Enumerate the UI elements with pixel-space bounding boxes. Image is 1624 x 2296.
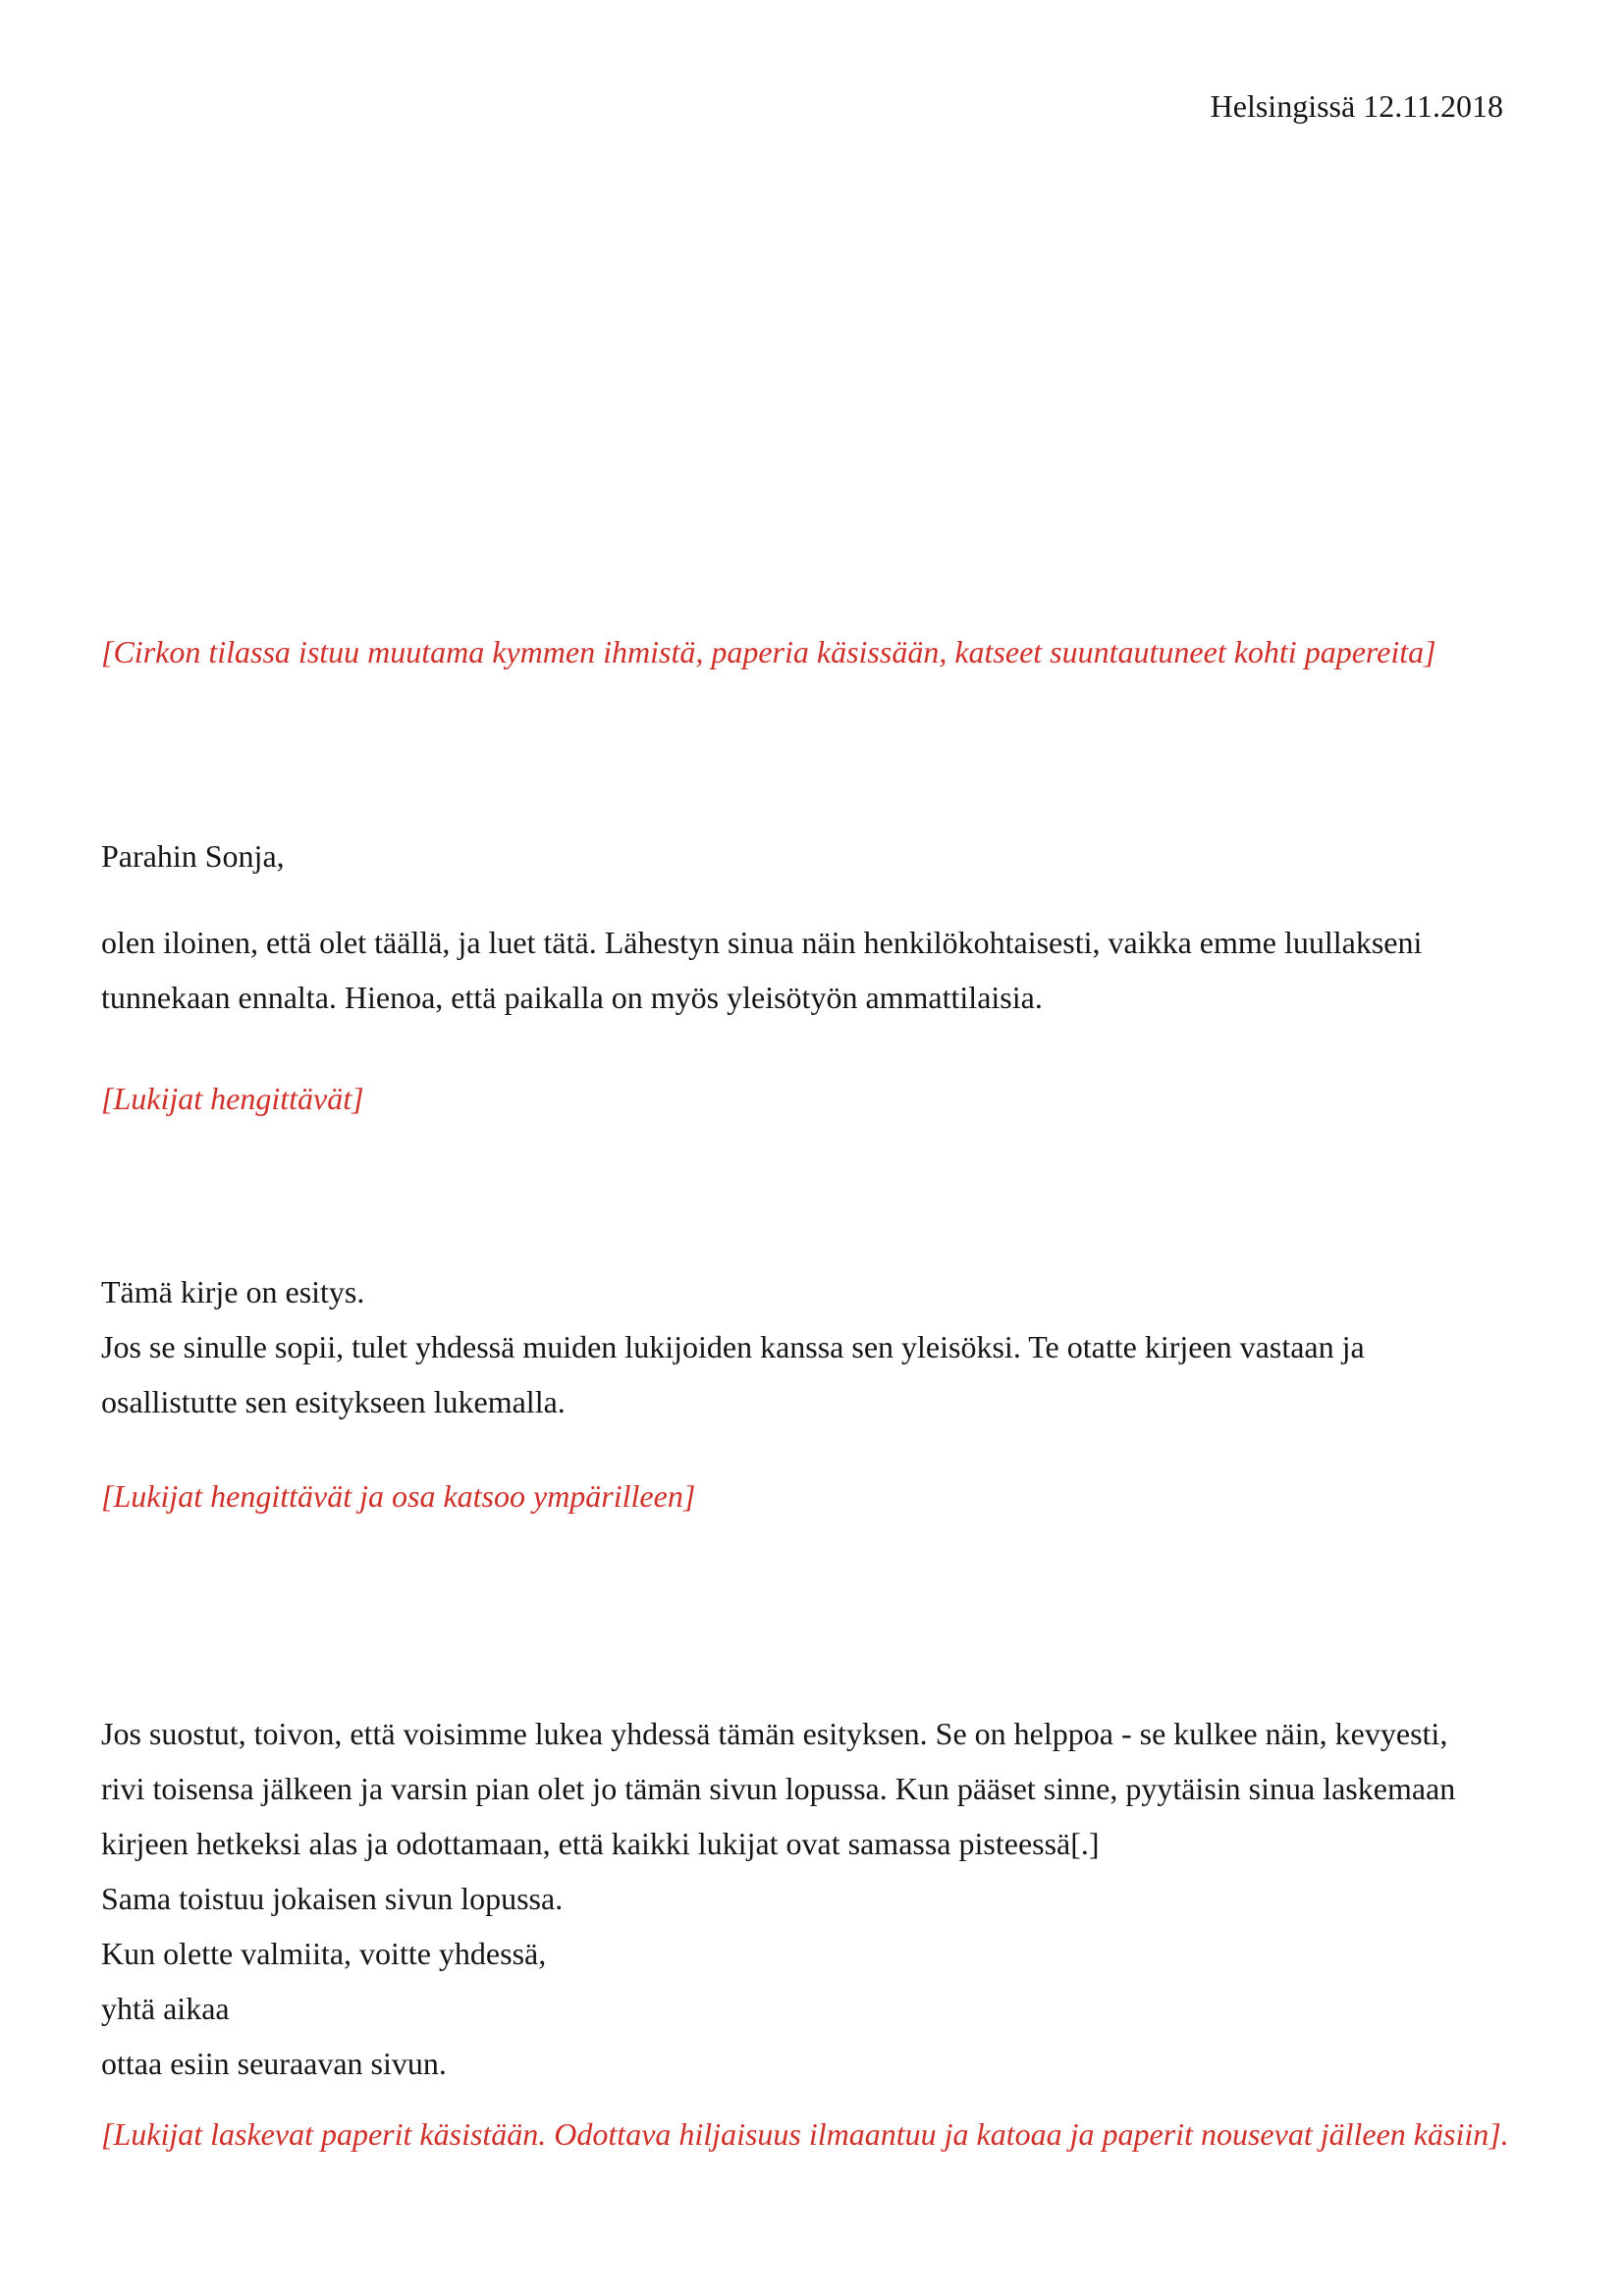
date-line: Helsingissä 12.11.2018 — [1210, 88, 1503, 124]
paragraph-line: tunnekaan ennalta. Hienoa, että paikalla on myös yleisötyön ammattilaisia. — [101, 980, 1043, 1015]
paragraph-line: Jos se sinulle sopii, tulet yhdessä muiden lukijoiden kanssa sen yleisöksi. Te otatte kirjeen vastaan ja — [101, 1329, 1365, 1364]
paragraph-3 — [101, 1706, 1455, 2091]
stage-direction-2: [Lukijat hengittävät] — [101, 1081, 364, 1116]
paragraph-line: osallistutte sen esitykseen lukemalla. — [101, 1384, 566, 1419]
paragraph-line: ottaa esiin seuraavan sivun. — [101, 2046, 447, 2081]
paragraph-line: olen iloinen, että olet täällä, ja luet tätä. Lähestyn sinua näin henkilökohtaisesti, vaikka emme luullakseni — [101, 925, 1423, 960]
paragraph-line: Sama toistuu jokaisen sivun lopussa. — [101, 1881, 564, 1916]
stage-direction-1: [Cirkon tilassa istuu muutama kymmen ihmistä, paperia käsissään, katseet suuntautuneet kohti papereita] — [101, 634, 1436, 669]
paragraph-line: Jos suostut, toivon, että voisimme lukea yhdessä tämän esityksen. Se on helppoa - se kulkee näin, kevyesti, — [101, 1716, 1448, 1751]
salutation: Parahin Sonja, — [101, 838, 285, 874]
paragraph-line: rivi toisensa jälkeen ja varsin pian olet jo tämän sivun lopussa. Kun pääset sinne, pyytäisin sinua laskemaan — [101, 1771, 1456, 1806]
paragraph-2 — [101, 1264, 1365, 1429]
paragraph-line: kirjeen hetkeksi alas ja odottamaan, että kaikki lukijat ovat samassa pisteessä[.] — [101, 1826, 1100, 1861]
paragraph-1 — [101, 915, 1422, 1025]
paragraph-line: Kun olette valmiita, voitte yhdessä, — [101, 1936, 547, 1971]
paragraph-line: Tämä kirje on esitys. — [101, 1274, 365, 1309]
stage-direction-3: [Lukijat hengittävät ja osa katsoo ympärilleen] — [101, 1478, 696, 1514]
stage-direction-4: [Lukijat laskevat paperit käsistään. Odottava hiljaisuus ilmaantuu ja katoaa ja paperit nousevat jälleen käsiin]. — [101, 2116, 1509, 2152]
paragraph-line: yhtä aikaa — [101, 1991, 230, 2026]
